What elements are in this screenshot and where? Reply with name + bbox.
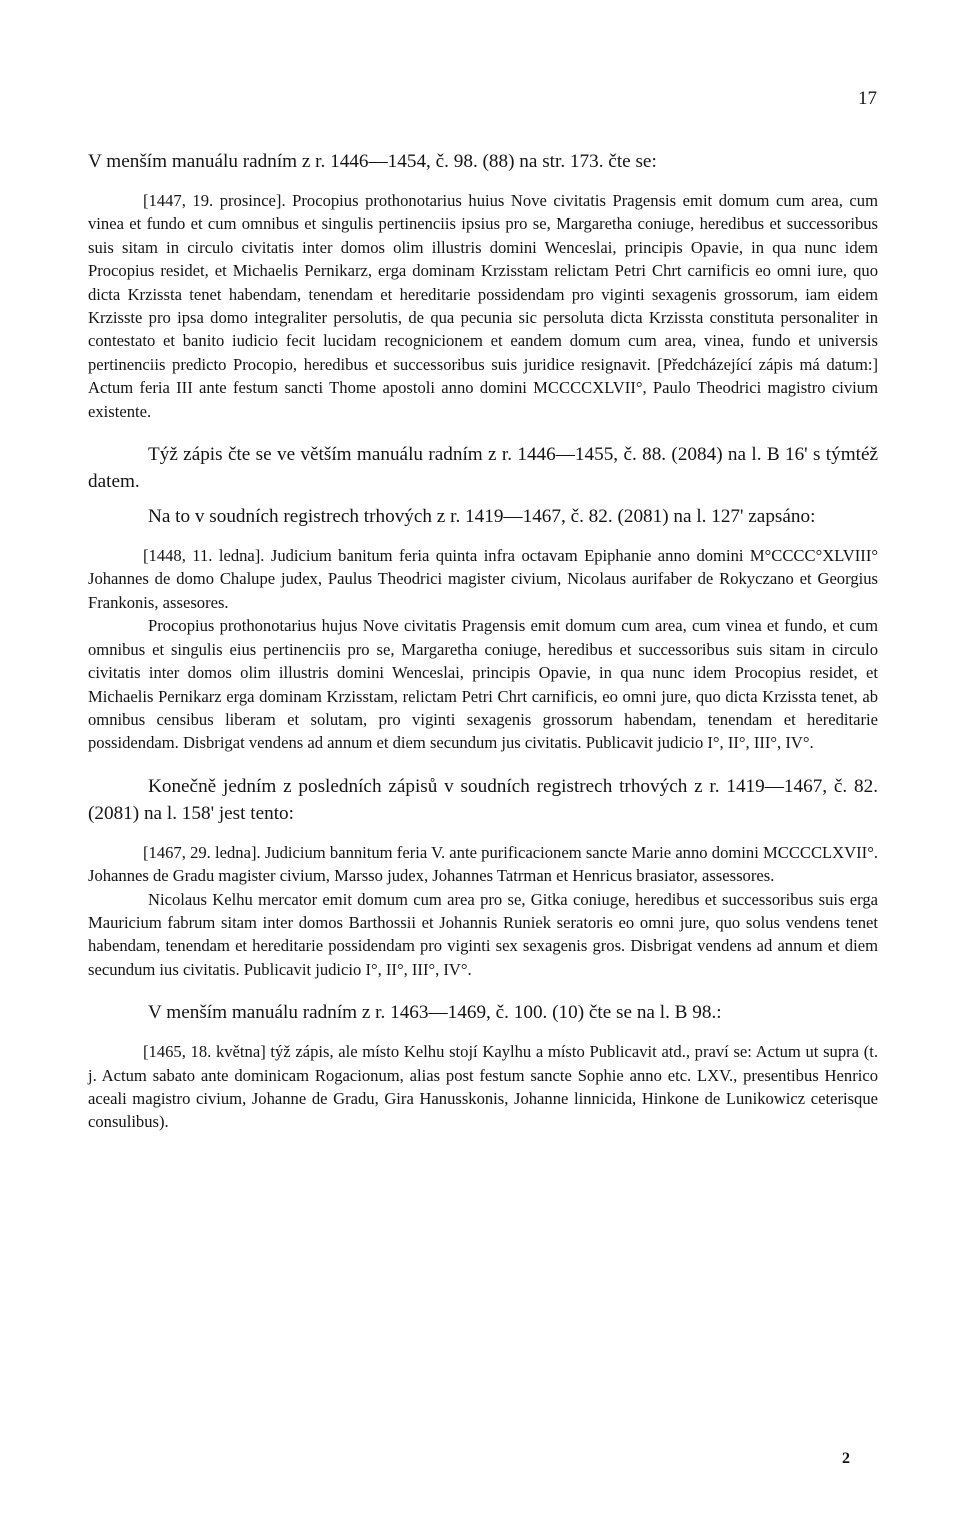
- paragraph-1: V menším manuálu radním z r. 1446—1454, č. 98. (88) na str. 173. čte se:: [88, 151, 657, 172]
- paragraph-8: [1467, 29. ledna]. Judicium bannitum feria V. ante purificacionem sancte Marie anno domini MCCCCLXVII°. Johannes de Gradu magister civium, Marsso judex, Johannes Tatrman et Henricus brasiator, assessores.: [88, 842, 878, 886]
- body-text: [88, 148, 878, 1134]
- paragraph-3: Týž zápis čte se ve větším manuálu radním z r. 1446—1455, č. 88. (2084) na l. B 16' s týmtéž datem.: [88, 444, 878, 493]
- paragraph-7: Konečně jedním z posledních zápisů v soudních registrech trhových z r. 1419—1467, č. 82. (2081) na l. 158' jest tento:: [88, 775, 878, 824]
- page-number: 17: [858, 88, 877, 109]
- signature-mark: 2: [842, 1450, 850, 1467]
- paragraph-6: Procopius prothonotarius hujus Nove civitatis Pragensis emit domum cum area, cum vinea et fundo, et cum omnibus et singulis eius pertinenciis pro se, Margaretha coniuge, heredibus et successoribus suis sitam in circulo civitatis inter domos olim illustris domini Wenceslai, principis Opavie, in qua nunc idem Procopius residet, et Michaelis Pernikarz erga dominam Krzisstam, relictam Petri Chrt carnificis, eo omni jure, quo dicta Krzissta tenet, ab omnibus censibus liberam et solutam, pro viginti sexagenis grossorum habendam, tenendam et hereditarie possidendam. Disbrigat vendens ad annum et diem secundum jus civitatis. Publicavit judicio I°, II°, III°, IV°.: [88, 616, 878, 753]
- paragraph-11: [1465, 18. května] týž zápis, ale místo Kelhu stojí Kaylhu a místo Publicavit atd., praví se: Actum ut supra (t. j. Actum sabato ante dominicam Rogacionum, alias post festum sancte Sophie anno etc. LXV., presentibus Henrico aceali magistro civium, Johanne de Gradu, Gira Hanusskonis, Johanne linnicida, Hinkone de Lunikowicz ceterisque consulibus).: [88, 1042, 878, 1132]
- paragraph-2: [1447, 19. prosince]. Procopius prothonotarius huius Nove civitatis Pragensis emit domum cum area, cum vinea et fundo et cum omnibus et singulis pertinenciis ipsius pro se, Margaretha coniuge, heredibus et successoribus suis sitam in circulo civitatis inter domos olim illustris domini Wenceslai, principis Opavie, in qua nunc idem Procopius residet, et Michaelis Pernikarz, erga dominam Krzisstam relictam Petri Chrt carnificis eo omni iure, quo dicta Krzissta tenet habendam, tenendam et hereditarie possidendam pro viginti sexagenis grossorum, iam eidem Krzisste pro ipsa domo integraliter persolutis, de qua pecunia sic persoluta dicta Krzissta constituta personaliter in contestato et banito iudicio fecit lucidam recognicionem et eandem domum cum area, vinea, fundo et universis pertinenciis predicto Procopio, heredibus et successoribus suis juridice resignavit. [Předcházející zápis má datum:] Actum feria III ante festum sancti Thome apostoli anno domini MCCCCXLVII°, Paulo Theodrici magistro civium existente.: [88, 191, 878, 421]
- paragraph-5: [1448, 11. ledna]. Judicium banitum feria quinta infra octavam Epiphanie anno domini M°CCCC°XLVIII° Johannes de domo Chalupe judex, Paulus Theodrici magister civium, Nicolaus aurifaber de Rokyczano et Georgius Frankonis, assesores.: [88, 546, 878, 612]
- paragraph-10: V menším manuálu radním z r. 1463—1469, č. 100. (10) čte se na l. B 98.:: [148, 1002, 722, 1024]
- paragraph-4: Na to v soudních registrech trhových z r. 1419—1467, č. 82. (2081) na l. 127' zapsáno:: [148, 506, 816, 528]
- paragraph-9: Nicolaus Kelhu mercator emit domum cum area pro se, Gitka coniuge, heredibus et successoribus suis erga Mauricium fabrum sitam inter domos Barthossii et Johannis Runiek seratoris eo omni jure, quo solus vendens tenet habendam, tenendam et hereditarie possidendam pro viginti sex sexagenis gros. Disbrigat vendens ad annum et diem secundum ius civitatis. Publicavit judicio I°, II°, III°, IV°.: [88, 889, 878, 979]
